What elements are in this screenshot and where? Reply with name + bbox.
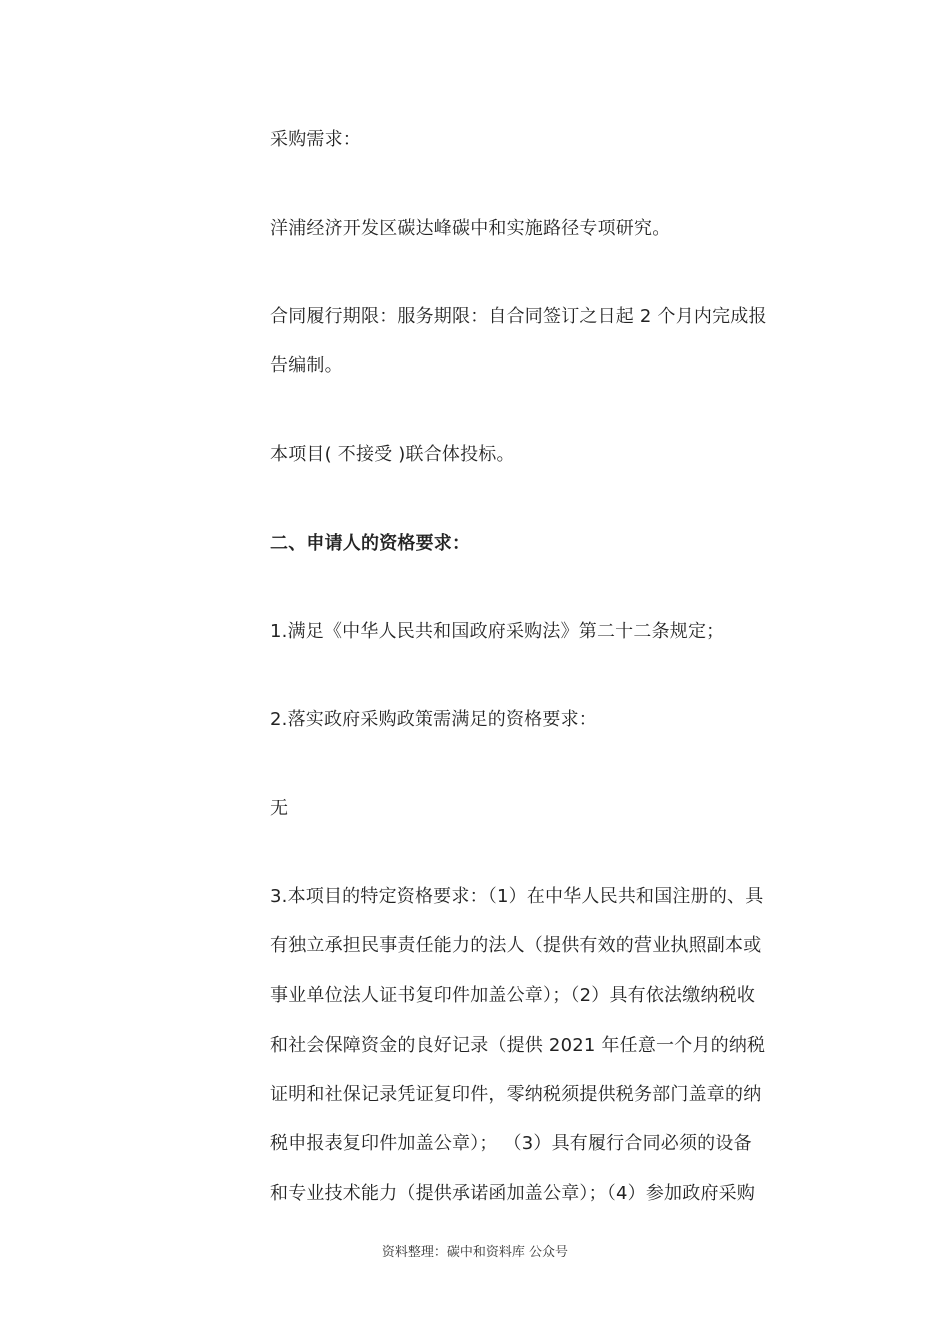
requirement-3-line-6: 税申报表复印件加盖公章）； （3）具有履行合同必须的设备	[270, 1133, 752, 1154]
project-name-line: 洋浦经济开发区碳达峰碳中和实施路径专项研究。	[270, 218, 671, 239]
consortium-line: 本项目( 不接受 )联合体投标。	[270, 444, 515, 465]
contract-period-line-1: 合同履行期限：服务期限：自合同签订之日起 2 个月内完成报	[270, 306, 767, 327]
requirement-3-line-7: 和专业技术能力（提供承诺函加盖公章）；（4）参加政府采购	[270, 1183, 756, 1204]
section-heading-qualifications: 二、申请人的资格要求：	[270, 533, 471, 554]
requirement-3-line-2: 有独立承担民事责任能力的法人（提供有效的营业执照副本或	[270, 935, 762, 956]
requirement-3-line-4: 和社会保障资金的良好记录（提供 2021 年任意一个月的纳税	[270, 1035, 766, 1056]
procurement-needs-heading: 采购需求：	[270, 129, 361, 150]
requirement-3-line-1: 3.本项目的特定资格要求：（1）在中华人民共和国注册的、具	[270, 886, 764, 907]
page-footer: 资料整理：碳中和资料库 公众号	[381, 1245, 569, 1260]
requirement-3-line-5: 证明和社保记录凭证复印件，零纳税须提供税务部门盖章的纳	[270, 1084, 762, 1105]
requirement-1: 1.满足《中华人民共和国政府采购法》第二十二条规定；	[270, 621, 725, 642]
requirement-2-value: 无	[270, 798, 289, 819]
contract-period-line-2: 告编制。	[270, 355, 343, 376]
requirement-2: 2.落实政府采购政策需满足的资格要求：	[270, 709, 597, 730]
requirement-3-line-3: 事业单位法人证书复印件加盖公章）；（2）具有依法缴纳税收	[270, 985, 756, 1006]
